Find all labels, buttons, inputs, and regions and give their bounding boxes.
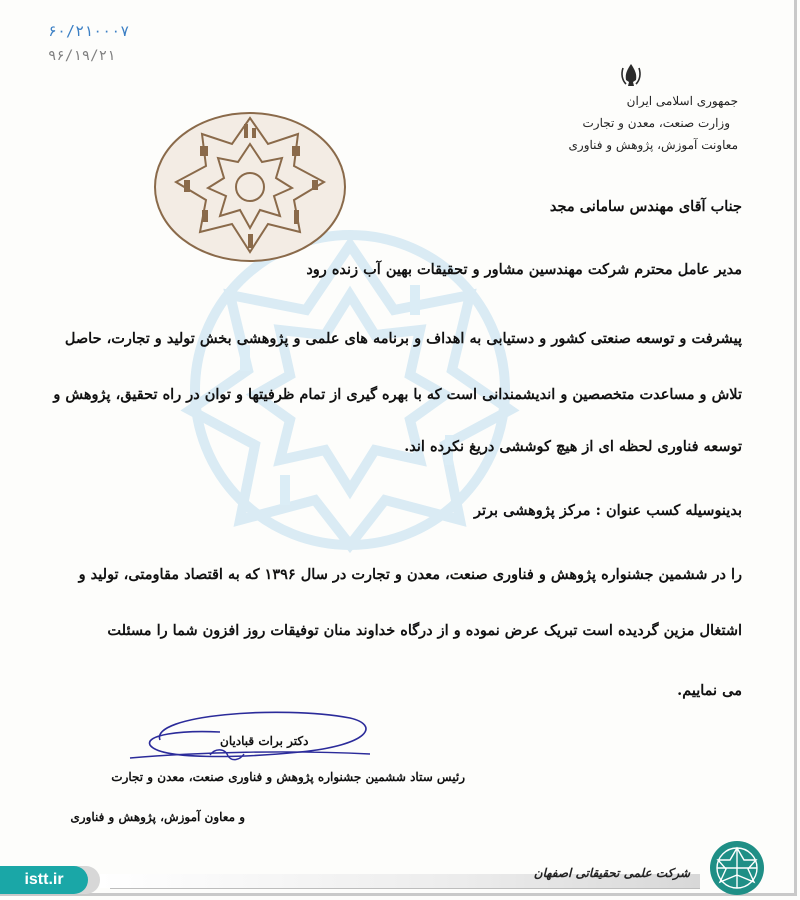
signatory-name: دکتر برات قبادیان bbox=[220, 734, 309, 748]
company-logo-icon bbox=[704, 838, 770, 898]
letter-line-6: را در ششمین جشنواره پژوهش و فناوری صنعت، معدن و تجارت در سال ۱۳۹۶ که به اقتصاد مقاومتی، تولید و bbox=[78, 566, 742, 583]
letter-line-7: اشتغال مزین گردیده است تبریک عرض نموده و از درگاه خداوند منان توفیقات روز افزون شما را مسئلت bbox=[107, 622, 742, 639]
letter-date: ۹۶/۱۹/۲۱ bbox=[48, 48, 116, 64]
letter-number: ۶۰/۲۱۰۰۰۷ bbox=[48, 22, 130, 40]
letter-line-5: بدینوسیله کسب عنوان : مرکز پژوهشی برتر bbox=[473, 502, 742, 519]
letter-line-2: پیشرفت و توسعه صنعتی کشور و دستیابی به اهداف و برنامه های علمی و پژوهشی بخش تولید و تجارت، حاصل bbox=[64, 330, 742, 347]
site-url[interactable]: istt.ir bbox=[24, 871, 64, 888]
header-ministry: وزارت صنعت، معدن و تجارت bbox=[582, 116, 730, 130]
letter-line-8: می نماییم. bbox=[677, 682, 742, 699]
signatory-title-2: و معاون آموزش، پژوهش و فناوری bbox=[70, 810, 245, 824]
letter-line-3: تلاش و مساعدت متخصصین و اندیشمندانی است که با بهره گیری از تمام ظرفیتها و توان در راه تحقیق، پژوهش و bbox=[53, 386, 742, 403]
signatory-title: رئیس ستاد ششمین جشنواره پژوهش و فناوری صنعت، معدن و تجارت bbox=[111, 770, 465, 784]
site-badge[interactable] bbox=[0, 866, 100, 894]
letter-line-4: توسعه فناوری لحظه ای از هیچ کوششی دریغ نکرده اند. bbox=[404, 438, 742, 455]
footer-line bbox=[110, 888, 700, 889]
header-country: جمهوری اسلامی ایران bbox=[626, 94, 738, 108]
company-name: شرکت علمی تحقیقاتی اصفهان bbox=[533, 866, 690, 880]
ministry-header bbox=[518, 62, 738, 156]
iran-emblem-icon bbox=[619, 62, 643, 88]
salutation: جناب آقای مهندس سامانی مجد bbox=[549, 198, 742, 215]
letter-line-1: مدیر عامل محترم شرکت مهندسین مشاور و تحقیقات بهین آب زنده رود bbox=[306, 261, 742, 278]
festival-seal bbox=[152, 110, 348, 264]
header-deputy: معاونت آموزش، پژوهش و فناوری bbox=[568, 138, 738, 152]
